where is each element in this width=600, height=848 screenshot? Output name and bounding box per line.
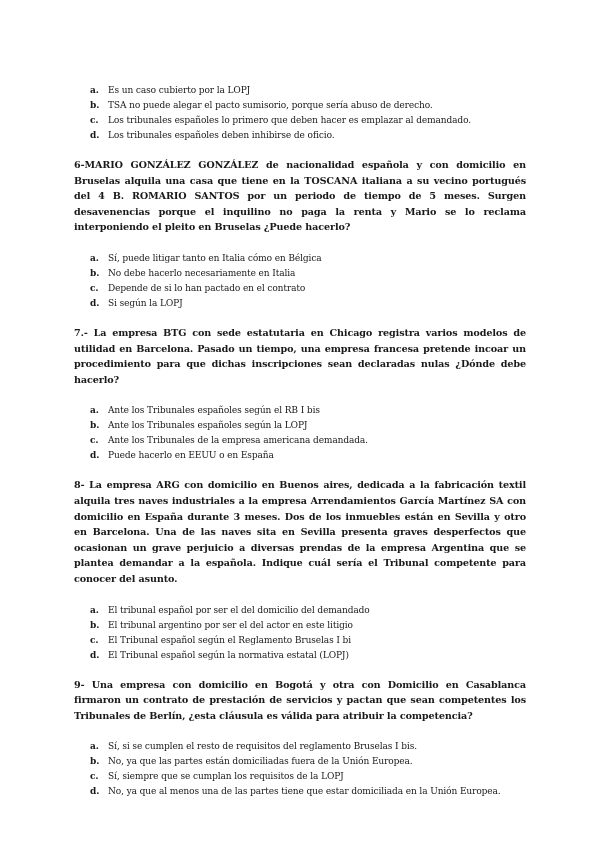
answer-option <box>90 755 526 770</box>
question-text: 9- Una empresa con domicilio en Bogotá y otra con Domicilio en Casablanca firmaron un contrato de prestación de servicios y pactan que sean competentes los Tribunales de Berlín, ¿esta cláusula es válida para atribuir la competencia? <box>74 679 526 722</box>
answer-option <box>90 449 526 464</box>
answer-option <box>90 434 526 449</box>
option-letter: a. <box>90 742 99 753</box>
option-text: Puede hacerlo en EEUU o en España <box>108 451 274 462</box>
option-text: Depende de si lo han pactado en el contrato <box>108 283 306 294</box>
question-block-8 <box>74 478 526 663</box>
answer-option <box>90 785 526 800</box>
option-text: Sí, siempre que se cumplan los requisitos de la LOPJ <box>108 772 344 783</box>
answer-option <box>90 619 526 634</box>
answer-option <box>90 129 526 144</box>
answer-option <box>90 267 526 282</box>
option-text: No, ya que al menos una de las partes tiene que estar domiciliada en la Unión Europea. <box>108 787 501 798</box>
answer-option <box>90 649 526 664</box>
option-letter: d. <box>90 451 100 462</box>
option-text: El tribunal español por ser el del domicilio del demandado <box>108 605 370 616</box>
option-letter: d. <box>90 131 100 141</box>
option-letter: b. <box>90 268 100 279</box>
question-block-9 <box>74 678 526 801</box>
option-letter: a. <box>90 86 99 96</box>
option-text: Los tribunales españoles lo primero que deben hacer es emplazar al demandado. <box>108 116 471 126</box>
option-letter: b. <box>90 101 100 111</box>
option-text: Si según la LOPJ <box>108 298 183 309</box>
answer-option <box>90 604 526 619</box>
question-text: 6-MARIO GONZÁLEZ GONZÁLEZ de nacionalidad española y con domicilio en Bruselas alquila una casa que tiene en la TOSCANA italiana a su vecino portugués del 4 B. ROMARIO SANTOS por un periodo de tiempo de 5 meses. Surgen desavenencias porque el inquilino no paga la renta y Mario se lo reclama interponiendo el pleito en Bruselas ¿Puede hacerlo? <box>74 160 526 234</box>
option-text: Los tribunales españoles deben inhibirse de oficio. <box>108 131 335 141</box>
answer-option <box>90 114 526 129</box>
option-text: Es un caso cubierto por la LOPJ <box>108 86 251 96</box>
option-letter: d. <box>90 650 100 661</box>
option-text: Sí, puede litigar tanto en Italia cómo en Bélgica <box>108 253 322 264</box>
answer-option <box>90 252 526 267</box>
question-text: 7.- La empresa BTG con sede estatutaria en Chicago registra varios modelos de utilidad en Barcelona. Pasado un tiempo, una empresa francesa pretende incoar un procedimiento para que dichas inscripciones sean declaradas nulas ¿Dónde debe hacerlo? <box>74 327 526 386</box>
option-text: El Tribunal español según la normativa estatal (LOPJ) <box>108 650 349 661</box>
option-text: Ante los Tribunales de la empresa americana demandada. <box>108 436 368 447</box>
option-letter: d. <box>90 787 100 798</box>
answer-options <box>74 740 526 800</box>
answer-option <box>90 84 526 99</box>
answer-option <box>90 404 526 419</box>
option-letter: c. <box>90 283 99 294</box>
option-letter: b. <box>90 421 100 432</box>
answer-options <box>74 252 526 312</box>
answer-option <box>90 419 526 434</box>
answer-options <box>74 404 526 464</box>
option-letter: d. <box>90 298 100 309</box>
option-letter: c. <box>90 116 99 126</box>
answer-option <box>90 634 526 649</box>
answer-option <box>90 740 526 755</box>
answer-option <box>90 282 526 297</box>
option-text: TSA no puede alegar el pacto sumisorio, porque sería abuso de derecho. <box>108 101 433 111</box>
answer-options <box>74 604 526 664</box>
answer-option <box>90 99 526 114</box>
answer-options <box>74 84 526 144</box>
option-text: El tribunal argentino por ser el del actor en este litigio <box>108 620 353 631</box>
option-text: Ante los Tribunales españoles según la LOPJ <box>108 421 308 432</box>
question-text: 8- La empresa ARG con domicilio en Buenos aires, dedicada a la fabricación textil alquila tres naves industriales a la empresa Arrendamientos García Martínez SA con domicilio en España durante 3 meses. Dos de los inmuebles están en Sevilla y otro en Barcelona. Una de las naves sita en Sevilla presenta graves desperfectos que ocasionan un grave perjuicio a diversas prendas de la empresa Argentina que se plantea demandar a la española. Indique cuál sería el Tribunal competente para conocer del asunto. <box>74 480 526 585</box>
option-letter: a. <box>90 406 99 417</box>
answer-option <box>90 297 526 312</box>
option-text: Sí, si se cumplen el resto de requisitos del reglamento Bruselas I bis. <box>108 742 417 753</box>
option-text: El Tribunal español según el Reglamento Bruselas I bi <box>108 635 352 646</box>
option-letter: c. <box>90 635 99 646</box>
option-text: No, ya que las partes están domiciliadas fuera de la Unión Europea. <box>108 757 413 768</box>
option-text: No debe hacerlo necesariamente en Italia <box>108 268 296 279</box>
option-letter: b. <box>90 757 100 768</box>
option-letter: c. <box>90 436 99 447</box>
option-letter: a. <box>90 605 99 616</box>
answer-option <box>90 770 526 785</box>
option-letter: c. <box>90 772 99 783</box>
question-block-5-continuation <box>74 84 526 144</box>
question-block-7 <box>74 326 526 464</box>
option-text: Ante los Tribunales españoles según el RB I bis <box>108 406 320 417</box>
option-letter: b. <box>90 620 100 631</box>
option-letter: a. <box>90 253 99 264</box>
question-block-6 <box>74 158 526 312</box>
